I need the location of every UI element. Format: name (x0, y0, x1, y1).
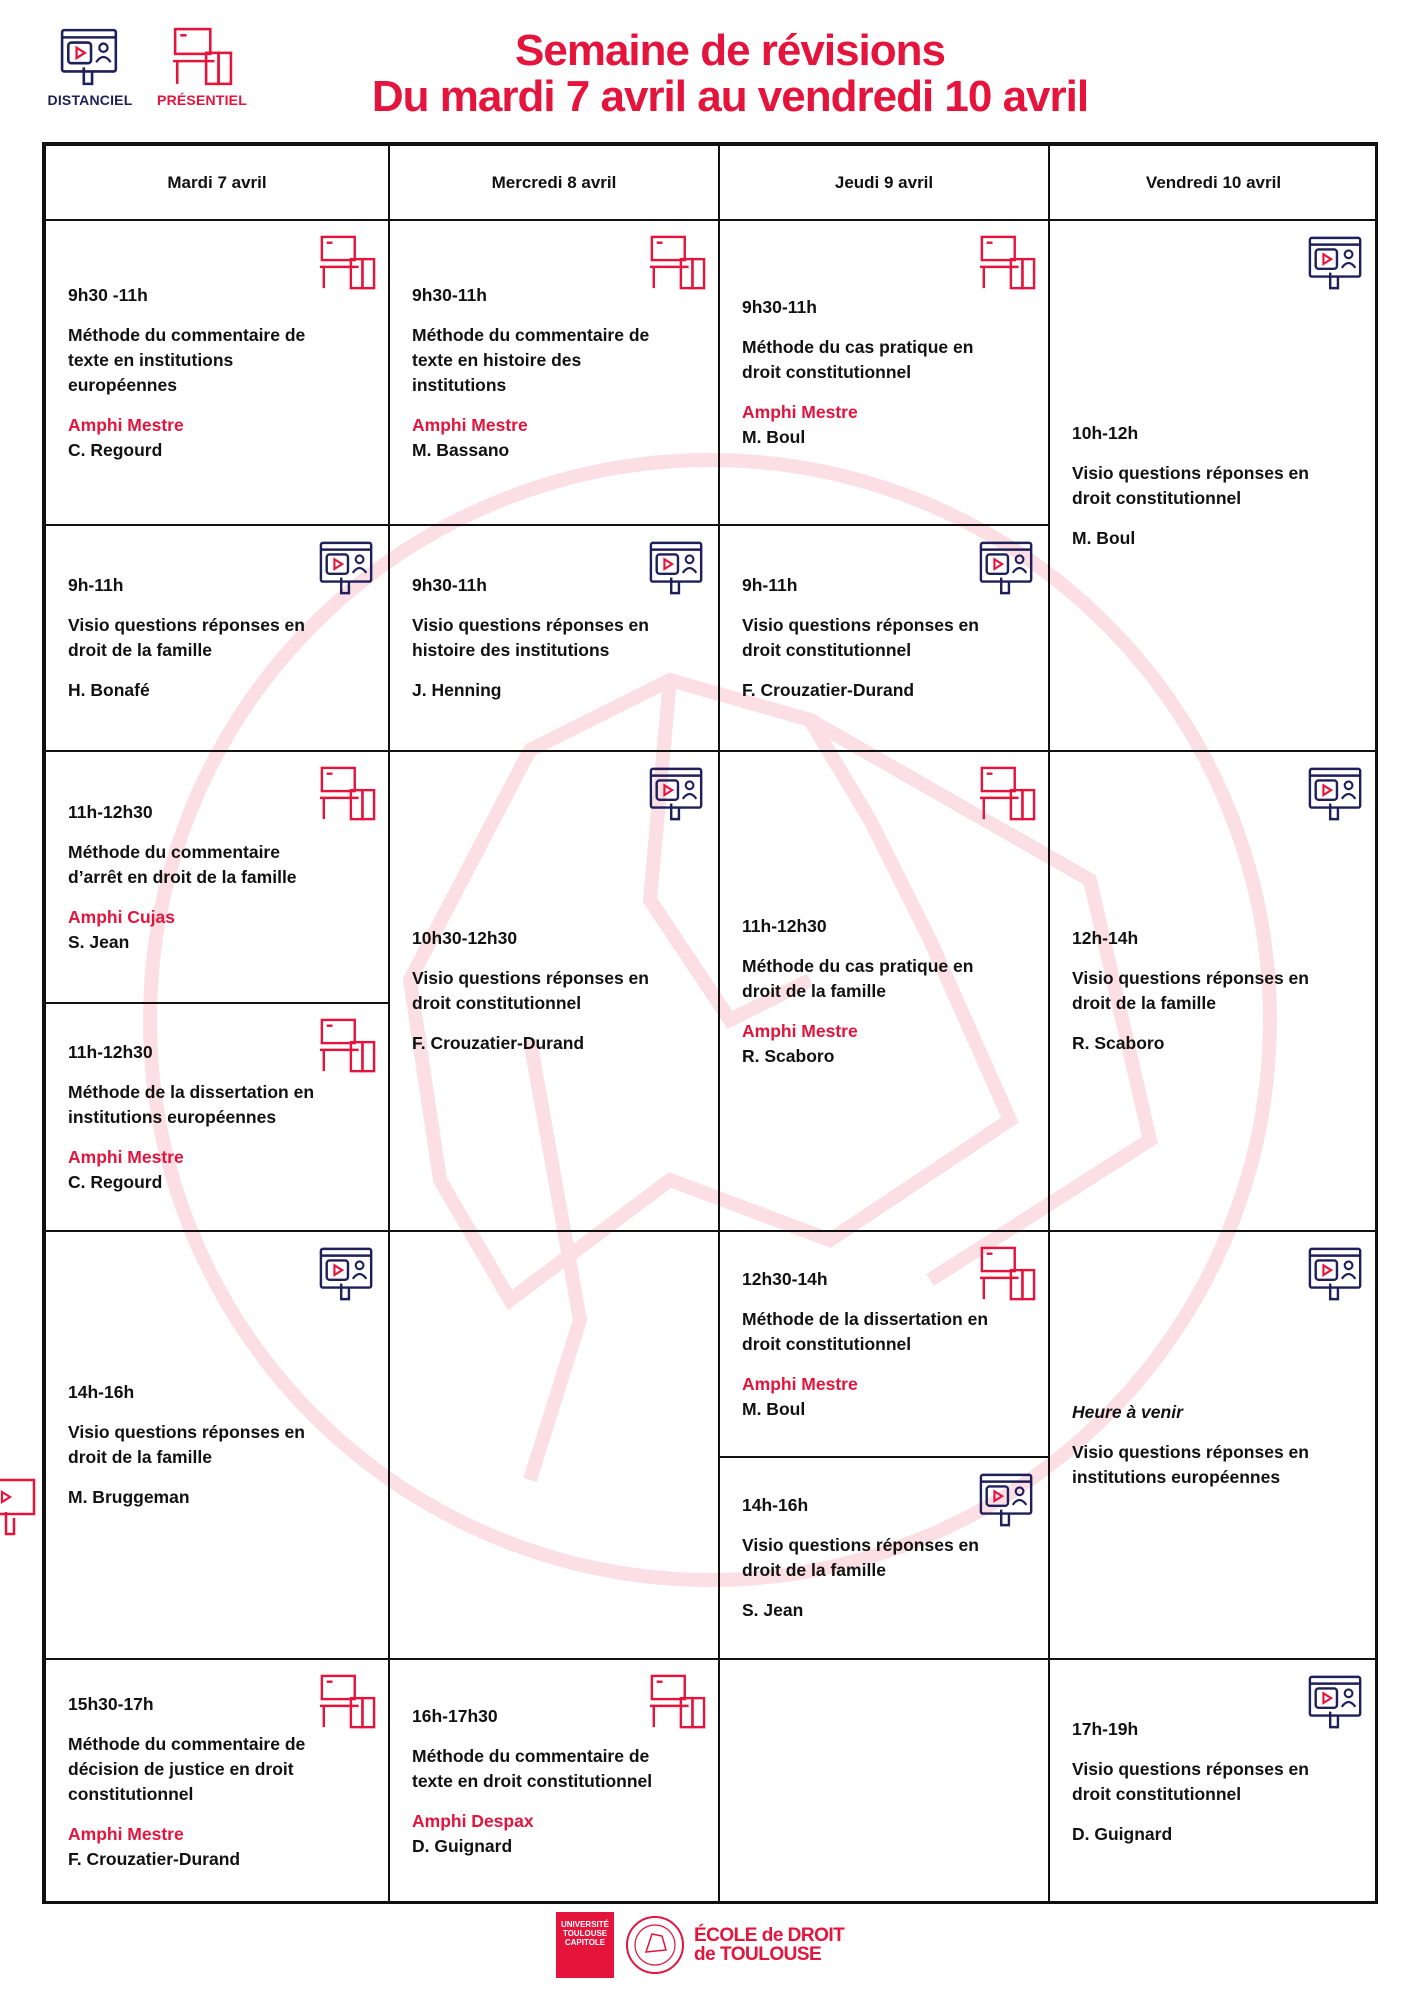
session-room: Amphi Mestre (68, 1147, 184, 1167)
session-room: Amphi Mestre (68, 1824, 184, 1844)
session-title: Méthode du cas pratique en droit de la famille (742, 956, 974, 1001)
session-teacher: F. Crouzatier-Durand (412, 1033, 585, 1053)
session-time: 9h30-11h (742, 297, 817, 317)
classroom-icon (978, 1244, 1036, 1304)
session-title: Méthode du commentaire de texte en institutions européennes (68, 325, 306, 395)
session-title: Visio questions réponses en droit constitutionnel (1072, 463, 1309, 508)
video-call-icon (318, 538, 376, 598)
day-header: Mercredi 8 avril (389, 145, 719, 220)
session-title: Méthode du cas pratique en droit constitutionnel (742, 337, 974, 382)
session-teacher: H. Bonafé (68, 680, 150, 700)
session-cell (389, 751, 719, 1231)
session-cell (45, 1231, 389, 1659)
video-call-icon (1307, 1244, 1365, 1304)
video-call-icon (1307, 233, 1365, 293)
session-time: 16h-17h30 (412, 1706, 498, 1726)
session-cell (1049, 1231, 1378, 1659)
session-teacher: S. Jean (742, 1600, 804, 1620)
title-line-1: Semaine de révisions (515, 26, 945, 75)
session-title: Visio questions réponses en droit de la famille (742, 1535, 979, 1580)
day-header: Vendredi 10 avril (1049, 145, 1378, 220)
session-cell (1049, 220, 1378, 751)
day-header: Mardi 7 avril (45, 145, 389, 220)
session-room: Amphi Mestre (742, 1021, 858, 1041)
session-teacher: D. Guignard (1072, 1824, 1173, 1844)
session-title: Méthode du commentaire d’arrêt en droit de la famille (68, 842, 297, 887)
session-title: Méthode de la dissertation en droit constitutionnel (742, 1309, 989, 1354)
session-teacher: R. Scaboro (1072, 1033, 1165, 1053)
session-content (1072, 421, 1319, 551)
logo-text: TOULOUSE (562, 1929, 608, 1938)
session-content (412, 926, 660, 1056)
session-title: Visio questions réponses en droit constitutionnel (412, 968, 649, 1013)
session-content (68, 1040, 330, 1195)
session-title: Méthode du commentaire de décision de justice en droit constitutionnel (68, 1734, 306, 1804)
session-time: 15h30-17h (68, 1694, 154, 1714)
session-content (68, 1692, 330, 1872)
session-teacher: D. Guignard (412, 1836, 513, 1856)
session-content (412, 573, 660, 703)
session-teacher: S. Jean (68, 932, 130, 952)
classroom-icon (978, 764, 1036, 824)
session-content (742, 295, 990, 450)
session-title: Visio questions réponses en droit de la famille (1072, 968, 1309, 1013)
session-cell (389, 525, 719, 751)
video-call-icon (1307, 1672, 1365, 1732)
session-title: Visio questions réponses en droit constitutionnel (742, 615, 979, 660)
session-time: 9h30-11h (412, 575, 487, 595)
ecole-droit-logo (624, 1914, 844, 1976)
session-cell (45, 525, 389, 751)
session-time: 14h-16h (742, 1495, 809, 1515)
session-teacher: J. Henning (412, 680, 502, 700)
session-teacher: M. Bruggeman (68, 1487, 190, 1507)
session-cell (1049, 1659, 1378, 1904)
classroom-icon (648, 233, 706, 293)
session-cell (719, 1231, 1049, 1457)
session-room: Amphi Cujas (68, 907, 175, 927)
session-room: Amphi Mestre (68, 415, 184, 435)
session-time: 9h30 -11h (68, 285, 148, 305)
page-title (300, 28, 1160, 120)
video-call-icon (1307, 764, 1365, 824)
session-title: Visio questions réponses en droit constitutionnel (1072, 1759, 1309, 1804)
session-room: Amphi Mestre (412, 415, 528, 435)
session-teacher: M. Boul (742, 427, 806, 447)
session-cell (1049, 751, 1378, 1231)
session-content (1072, 926, 1319, 1056)
session-content (68, 283, 330, 463)
schedule-grid (42, 142, 1378, 1904)
session-room: Amphi Mestre (742, 402, 858, 422)
session-cell (389, 220, 719, 525)
session-time: 17h-19h (1072, 1719, 1139, 1739)
video-call-icon (318, 1244, 376, 1304)
mode-legend (45, 26, 247, 108)
logo-text: UNIVERSITÉ (560, 1920, 609, 1929)
session-content (412, 1704, 660, 1859)
session-cell (719, 751, 1049, 1231)
session-room: Amphi Despax (412, 1811, 534, 1831)
session-cell (389, 1659, 719, 1904)
legend-presentiel-label: PRÉSENTIEL (157, 92, 247, 108)
session-time: 9h-11h (68, 575, 124, 595)
session-title: Méthode du commentaire de texte en droit constitutionnel (412, 1746, 653, 1791)
session-content (68, 1380, 330, 1510)
video-call-icon (0, 1476, 44, 1538)
logo-text: CAPITOLE (564, 1938, 606, 1947)
session-cell (45, 1003, 389, 1231)
session-teacher: R. Scaboro (742, 1046, 835, 1066)
legend-distanciel-label: DISTANCIEL (47, 92, 133, 108)
session-title: Visio questions réponses en droit de la famille (68, 1422, 305, 1467)
session-cell (719, 220, 1049, 525)
video-call-icon (648, 538, 706, 598)
classroom-icon (318, 764, 376, 824)
session-cell (719, 525, 1049, 751)
legend-presentiel (157, 26, 247, 108)
classroom-icon (171, 26, 233, 88)
session-cell (45, 1659, 389, 1904)
session-cell (45, 751, 389, 1003)
ut-capitole-logo (556, 1912, 614, 1978)
session-teacher: M. Bassano (412, 440, 510, 460)
session-content (68, 573, 330, 703)
classroom-icon (978, 233, 1036, 293)
session-teacher: C. Regourd (68, 1172, 163, 1192)
session-room: Amphi Mestre (742, 1374, 858, 1394)
classroom-icon (318, 1016, 376, 1076)
session-time: 12h30-14h (742, 1269, 828, 1289)
session-title: Visio questions réponses en institutions européennes (1072, 1442, 1309, 1487)
session-teacher: F. Crouzatier-Durand (68, 1849, 241, 1869)
session-cell (45, 220, 389, 525)
ecole-droit-line-2: de TOULOUSE (694, 1944, 822, 1965)
session-time: 10h-12h (1072, 423, 1139, 443)
session-content (1072, 1717, 1319, 1847)
session-title: Visio questions réponses en histoire des institutions (412, 615, 649, 660)
session-time: Heure à venir (1072, 1402, 1183, 1422)
session-teacher: M. Boul (742, 1399, 806, 1419)
session-teacher: M. Boul (1072, 528, 1136, 548)
empty-cell (719, 1659, 1049, 1904)
video-call-icon (978, 538, 1036, 598)
session-time: 11h-12h30 (68, 1042, 153, 1062)
session-content (1072, 1400, 1319, 1490)
session-time: 12h-14h (1072, 928, 1139, 948)
session-content (742, 1267, 990, 1422)
empty-cell (389, 1231, 719, 1659)
session-content (742, 573, 990, 703)
session-time: 9h30-11h (412, 285, 487, 305)
day-header: Jeudi 9 avril (719, 145, 1049, 220)
session-time: 11h-12h30 (742, 916, 827, 936)
classroom-icon (318, 1672, 376, 1732)
session-title: Méthode du commentaire de texte en histoire des institutions (412, 325, 650, 395)
ecole-droit-line-1: ÉCOLE de DROIT (694, 1925, 845, 1946)
video-call-icon (648, 764, 706, 824)
session-content (742, 914, 990, 1069)
session-time: 14h-16h (68, 1382, 135, 1402)
footer-logos (556, 1912, 844, 1978)
video-call-icon (59, 26, 121, 88)
session-teacher: F. Crouzatier-Durand (742, 680, 915, 700)
session-title: Visio questions réponses en droit de la famille (68, 615, 305, 660)
session-content (68, 800, 330, 955)
session-cell (719, 1457, 1049, 1659)
session-time: 10h30-12h30 (412, 928, 518, 948)
session-time: 11h-12h30 (68, 802, 153, 822)
session-content (412, 283, 660, 463)
session-title: Méthode de la dissertation en institutions européennes (68, 1082, 315, 1127)
title-line-2: Du mardi 7 avril au vendredi 10 avril (371, 72, 1089, 121)
session-time: 9h-11h (742, 575, 798, 595)
seal-icon (624, 1914, 686, 1976)
video-call-icon (978, 1470, 1036, 1530)
classroom-icon (648, 1672, 706, 1732)
session-teacher: C. Regourd (68, 440, 163, 460)
legend-distanciel (45, 26, 135, 108)
session-content (742, 1493, 990, 1623)
classroom-icon (318, 233, 376, 293)
